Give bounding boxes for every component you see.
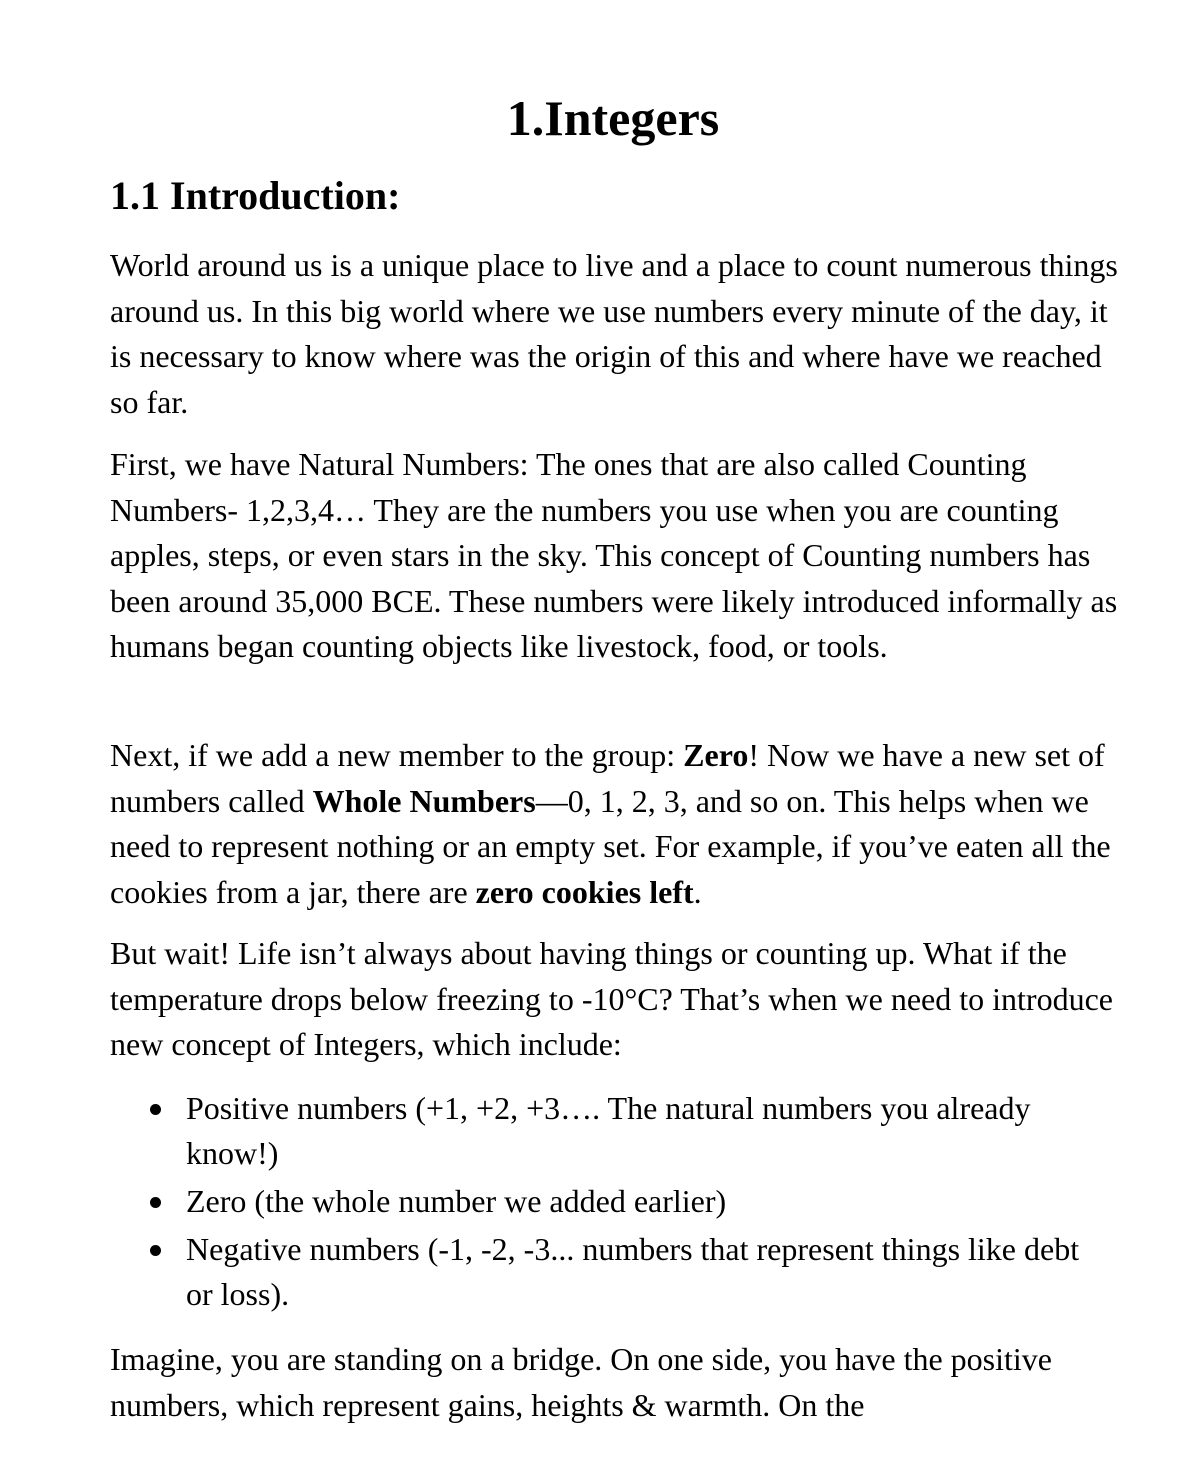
list-item-text: Zero (the whole number we added earlier) [186, 1183, 727, 1219]
paragraph-bridge: Imagine, you are standing on a bridge. On one side, you have the positive numbers, which represent gains, heights & warmth. On the [110, 1341, 1052, 1423]
bullet-icon [150, 1197, 161, 1208]
integer-types-list [110, 1086, 1110, 1320]
text-run: ! Now we have a new set of numbers called [110, 737, 1105, 819]
paragraph-whole-numbers [110, 733, 1120, 915]
list-item-text: Negative numbers (-1, -2, -3... numbers that represent things like debt or loss). [186, 1231, 1080, 1312]
paragraph-natural-numbers: First, we have Natural Numbers: The ones that are also called Counting Numbers- 1,2,3,4… They are the numbers you use when you are counting apples, steps, or even stars in the sky. This concept of Counting numbers has been around 35,000 BCE. These numbers were likely introduced informally as humans began counting objects like livestock, food, or tools. [110, 446, 1118, 664]
bold-term-zero: Zero [683, 737, 749, 773]
list-item [110, 1227, 1110, 1317]
list-item [110, 1179, 1110, 1224]
list-item [110, 1086, 1110, 1176]
list-item-text: Positive numbers (+1, +2, +3…. The natural numbers you already know!) [186, 1090, 1031, 1171]
paragraph-integers: But wait! Life isn’t always about having things or counting up. What if the temperature drops below freezing to -10°C? That’s when we need to introduce new concept of Integers, which include: [110, 935, 1113, 1062]
bold-term-whole-numbers: Whole Numbers [312, 782, 536, 819]
text-run: . [693, 873, 702, 910]
paragraph-intro: World around us is a unique place to live and a place to count numerous things around us. In this big world where we use numbers every minute of the day, it is necessary to know where was the origin of this and where have we reached so far. [110, 247, 1118, 420]
bullet-icon [150, 1245, 161, 1256]
text-run: —0, 1, 2, 3, and so on. This helps when we need to represent nothing or an empty set. For example, if you’ve eaten all the cookies from a jar, there are [110, 782, 1111, 910]
section-heading: 1.1 Introduction: [110, 173, 401, 218]
bold-term-zero-cookies: zero cookies left [475, 873, 694, 910]
bullet-icon [150, 1104, 161, 1115]
text-run: Next, if we add a new member to the group: [110, 737, 684, 773]
page-title: 1.Integers [506, 90, 720, 146]
